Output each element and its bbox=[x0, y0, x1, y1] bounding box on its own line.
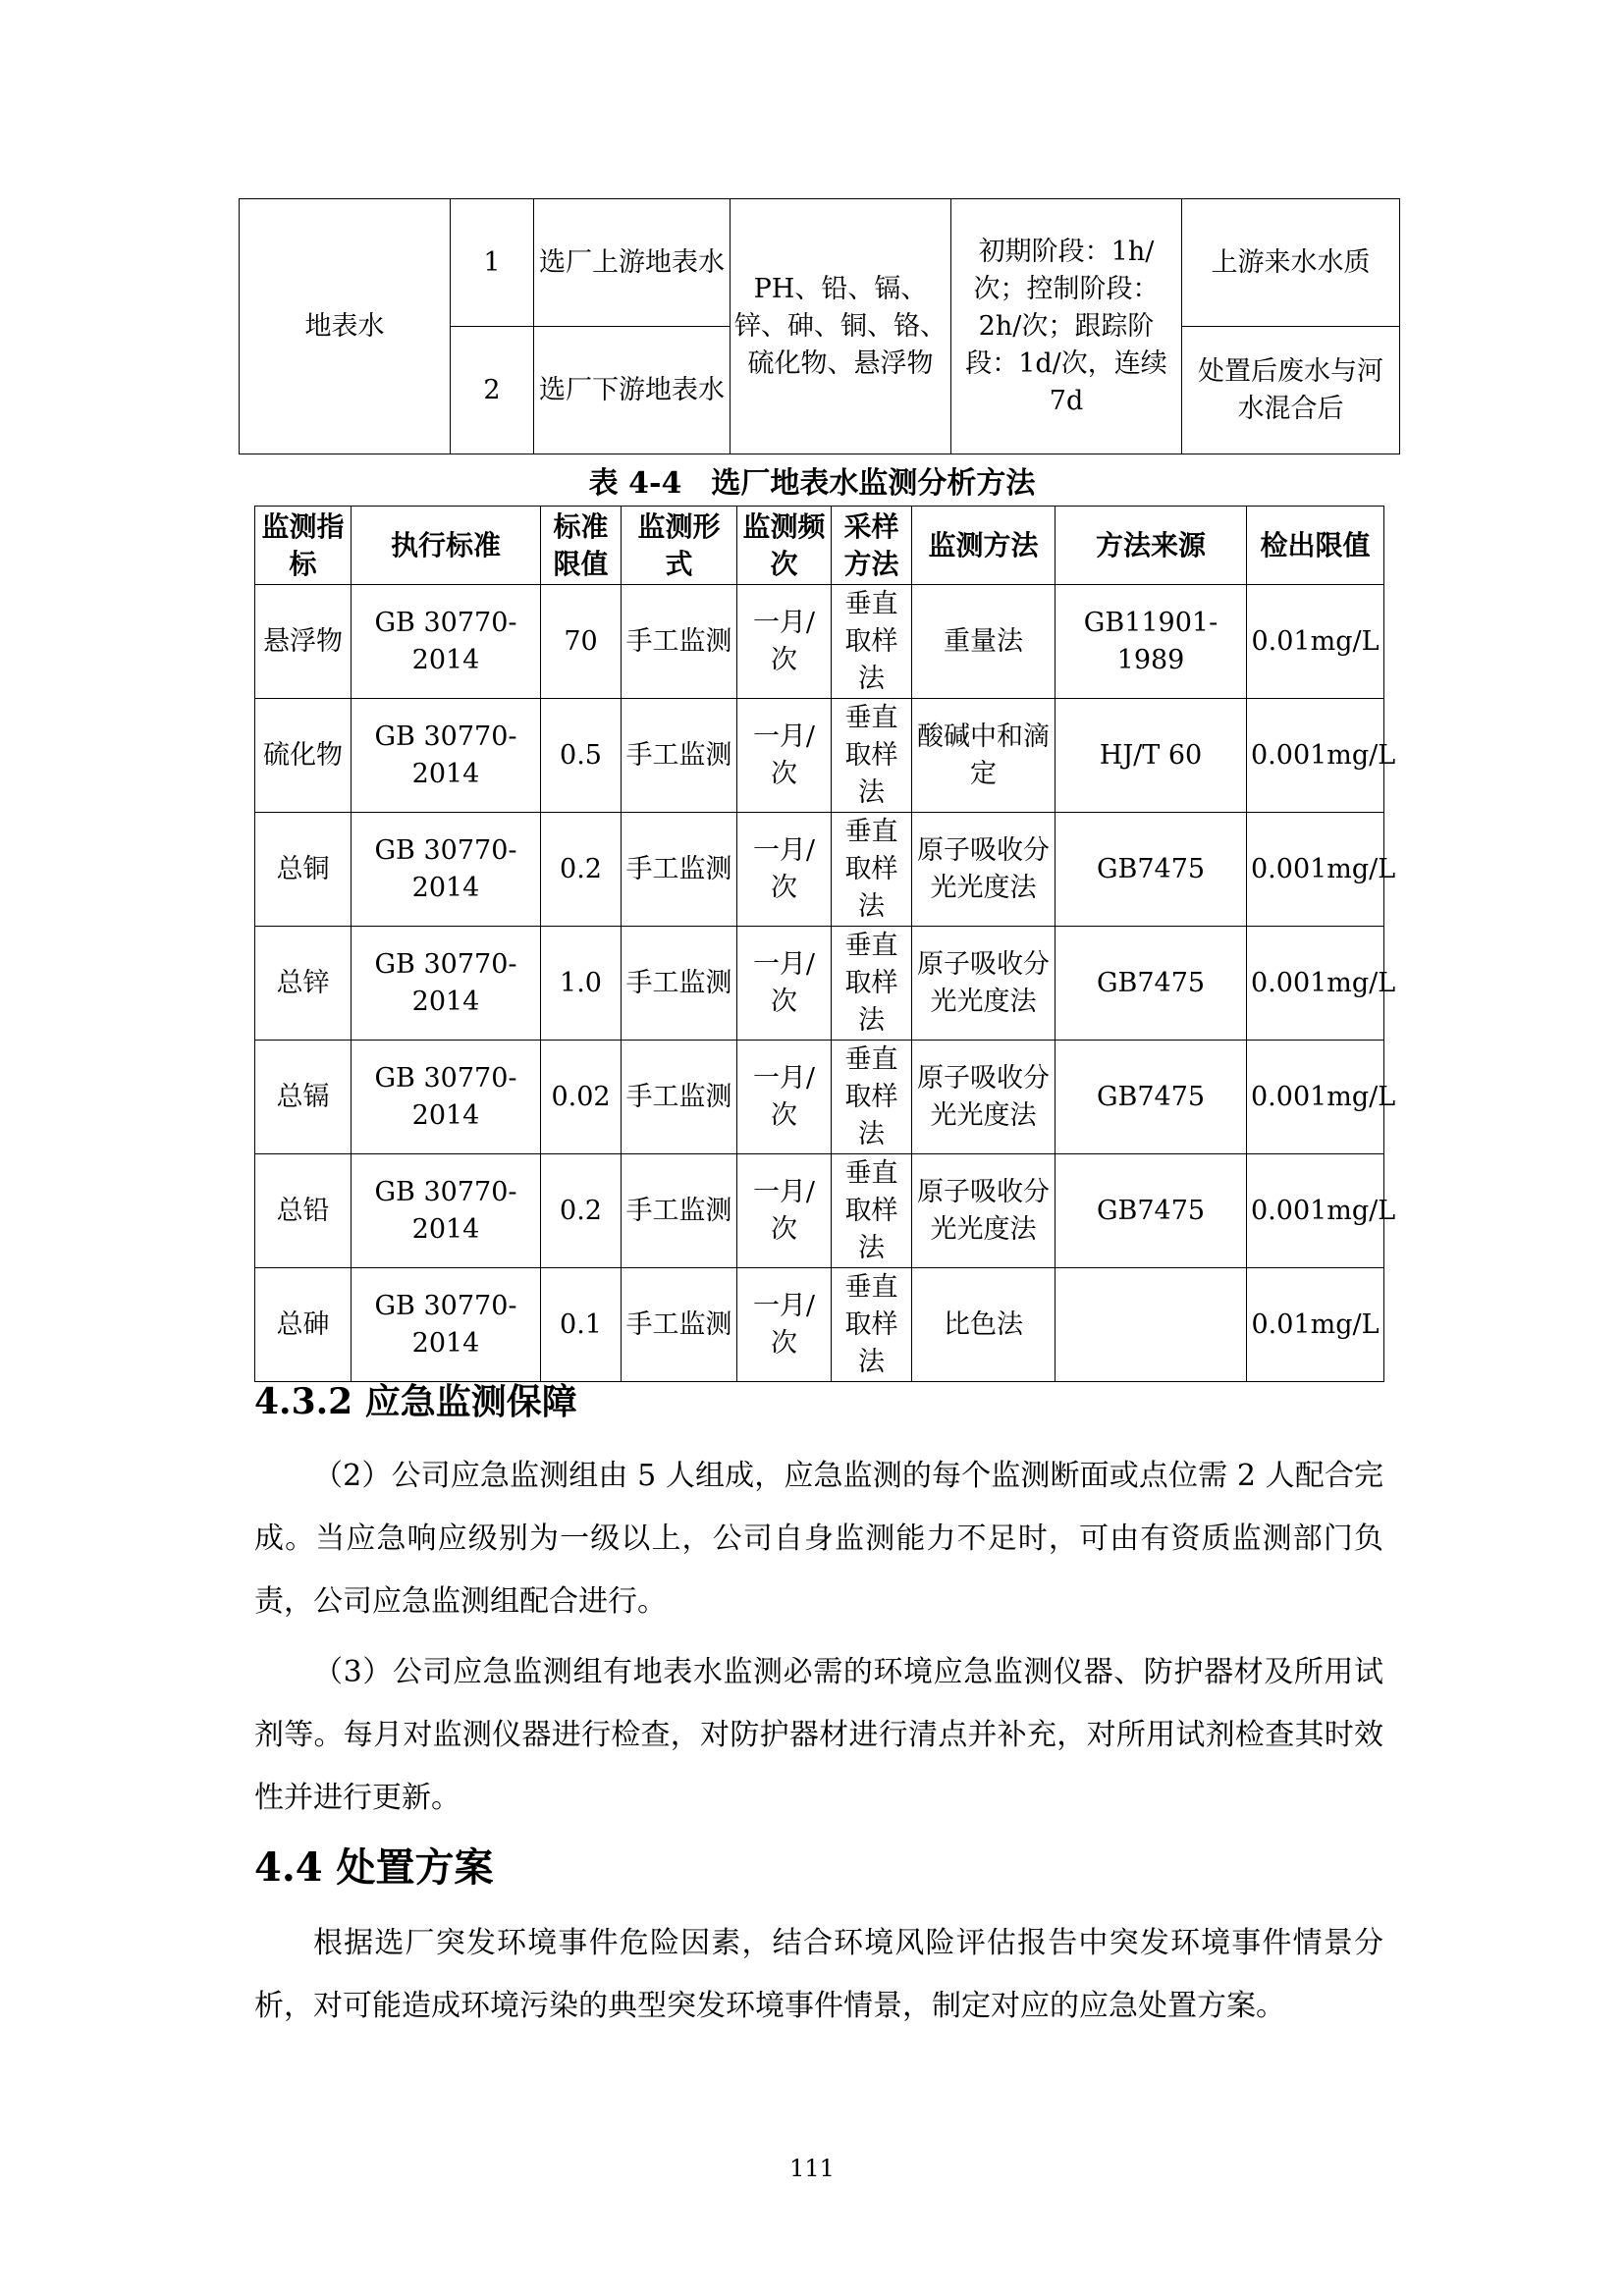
table-cell: 0.2 bbox=[541, 1154, 622, 1268]
column-header: 检出限值 bbox=[1247, 507, 1384, 585]
page-number: 111 bbox=[789, 2155, 835, 2182]
table-caption: 表 4-4 选厂地表水监测分析方法 bbox=[588, 466, 1036, 501]
section-heading-4-4: 4.4 处置方案 bbox=[254, 1844, 494, 1891]
table-cell: 一月/次 bbox=[737, 927, 832, 1041]
table-cell: 一月/次 bbox=[737, 813, 832, 927]
table-cell: GB 30770-2014 bbox=[352, 1154, 541, 1268]
section-heading-4-3-2: 4.3.2 应急监测保障 bbox=[254, 1381, 577, 1422]
table-cell: 0.5 bbox=[541, 699, 622, 813]
table-cell: 0.001mg/L bbox=[1247, 1154, 1384, 1268]
table-cell: 手工监测 bbox=[622, 699, 737, 813]
paragraph: （2）公司应急监测组由 5 人组成，应急监测的每个监测断面或点位需 2 人配合完成。当应急响应级别为一级以上，公司自身监测能力不足时，可由有资质监测部门负责，公司应急监测组配合进行。 bbox=[254, 1459, 1383, 1619]
column-header: 标准限值 bbox=[541, 507, 622, 585]
table-cell: 0.001mg/L bbox=[1247, 813, 1384, 927]
table-cell: 比色法 bbox=[912, 1268, 1056, 1382]
table-row bbox=[255, 1268, 1384, 1382]
table-cell: 垂直取样法 bbox=[832, 1041, 912, 1154]
paragraph: 根据选厂突发环境事件危险因素，结合环境风险评估报告中突发环境事件情景分 析，对可能造成环境污染的典型突发环境事件情景，制定对应的应急处置方案。 bbox=[254, 1926, 1383, 2023]
location-cell: 选厂上游地表水 bbox=[534, 199, 731, 327]
table-row bbox=[255, 1041, 1384, 1154]
table-cell: 手工监测 bbox=[622, 1041, 737, 1154]
frequency-cell: 初期阶段：1h/次；控制阶段：2h/次；跟踪阶段：1d/次，连续 7d bbox=[951, 199, 1182, 454]
table-row bbox=[255, 585, 1384, 699]
column-header: 监测方法 bbox=[912, 507, 1056, 585]
location-cell: 选厂下游地表水 bbox=[534, 327, 731, 454]
table-row bbox=[255, 699, 1384, 813]
table-cell: 0.001mg/L bbox=[1247, 1041, 1384, 1154]
table-cell: GB 30770-2014 bbox=[352, 1268, 541, 1382]
table-cell: HJ/T 60 bbox=[1056, 699, 1247, 813]
table-cell: 手工监测 bbox=[622, 927, 737, 1041]
table-row bbox=[255, 813, 1384, 927]
table-cell: GB7475 bbox=[1056, 813, 1247, 927]
table-cell: 手工监测 bbox=[622, 1268, 737, 1382]
table-cell: GB7475 bbox=[1056, 927, 1247, 1041]
table-cell: 一月/次 bbox=[737, 699, 832, 813]
table-cell: 0.1 bbox=[541, 1268, 622, 1382]
table-cell: 0.01mg/L bbox=[1247, 1268, 1384, 1382]
table-cell: 原子吸收分光光度法 bbox=[912, 1154, 1056, 1268]
row-number: 1 bbox=[451, 199, 534, 327]
column-header: 执行标准 bbox=[352, 507, 541, 585]
table-cell: 重量法 bbox=[912, 585, 1056, 699]
table-cell: 总锌 bbox=[255, 927, 352, 1041]
table-cell: 一月/次 bbox=[737, 1268, 832, 1382]
table-cell: 总铅 bbox=[255, 1154, 352, 1268]
table-cell: 原子吸收分光光度法 bbox=[912, 1041, 1056, 1154]
table-cell: 垂直取样法 bbox=[832, 927, 912, 1041]
table-cell: 一月/次 bbox=[737, 585, 832, 699]
table-body bbox=[255, 585, 1396, 1382]
table-cell: 总镉 bbox=[255, 1041, 352, 1154]
table-cell: 原子吸收分光光度法 bbox=[912, 927, 1056, 1041]
table-cell: 0.001mg/L bbox=[1247, 699, 1384, 813]
table-cell: GB7475 bbox=[1056, 1154, 1247, 1268]
table-cell: 硫化物 bbox=[255, 699, 352, 813]
table-cell: 一月/次 bbox=[737, 1041, 832, 1154]
purpose-cell: 上游来水水质 bbox=[1182, 199, 1400, 327]
table-cell: 总砷 bbox=[255, 1268, 352, 1382]
category-cell: 地表水 bbox=[240, 199, 451, 454]
table-cell: 垂直取样法 bbox=[832, 585, 912, 699]
table-cell: GB7475 bbox=[1056, 1041, 1247, 1154]
items-cell: PH、铅、镉、锌、砷、铜、铬、硫化物、悬浮物 bbox=[731, 199, 951, 454]
column-header: 监测频次 bbox=[737, 507, 832, 585]
paragraph: （3）公司应急监测组有地表水监测必需的环境应急监测仪器、防护器材及所用试剂等。每月对监测仪器进行检查，对防护器材进行清点并补充，对所用试剂检查其时效性并进行更新。 bbox=[254, 1655, 1383, 1815]
table-row bbox=[240, 199, 1400, 327]
column-header: 监测形式 bbox=[622, 507, 737, 585]
table-cell: 手工监测 bbox=[622, 585, 737, 699]
header-row bbox=[255, 507, 1384, 585]
table-cell: 原子吸收分光光度法 bbox=[912, 813, 1056, 927]
table-cell: 垂直取样法 bbox=[832, 1154, 912, 1268]
table-cell: 手工监测 bbox=[622, 1154, 737, 1268]
table-cell: 0.2 bbox=[541, 813, 622, 927]
table-cell: 70 bbox=[541, 585, 622, 699]
table-cell: 垂直取样法 bbox=[832, 699, 912, 813]
table-cell: GB 30770-2014 bbox=[352, 1041, 541, 1154]
table-cell: 0.02 bbox=[541, 1041, 622, 1154]
table-cell: 1.0 bbox=[541, 927, 622, 1041]
table-cell: GB 30770-2014 bbox=[352, 699, 541, 813]
table-cell: 垂直取样法 bbox=[832, 813, 912, 927]
table-cell: 0.01mg/L bbox=[1247, 585, 1384, 699]
table-cell: GB11901-1989 bbox=[1056, 585, 1247, 699]
table-row bbox=[255, 927, 1384, 1041]
table-cell bbox=[1056, 1268, 1247, 1382]
table-cell: 一月/次 bbox=[737, 1154, 832, 1268]
purpose-cell: 处置后废水与河水混合后 bbox=[1182, 327, 1400, 454]
row-number: 2 bbox=[451, 327, 534, 454]
column-header: 方法来源 bbox=[1056, 507, 1247, 585]
table-cell: 悬浮物 bbox=[255, 585, 352, 699]
table-cell: GB 30770-2014 bbox=[352, 813, 541, 927]
table-row bbox=[255, 1154, 1384, 1268]
table-cell: GB 30770-2014 bbox=[352, 927, 541, 1041]
table-cell: GB 30770-2014 bbox=[352, 585, 541, 699]
analysis-method-table bbox=[254, 506, 1396, 1382]
table-cell: 总铜 bbox=[255, 813, 352, 927]
column-header: 监测指标 bbox=[255, 507, 352, 585]
table-cell: 酸碱中和滴定 bbox=[912, 699, 1056, 813]
surface-water-monitoring-table bbox=[239, 198, 1400, 454]
table-cell: 垂直取样法 bbox=[832, 1268, 912, 1382]
table-cell: 手工监测 bbox=[622, 813, 737, 927]
column-header: 采样方法 bbox=[832, 507, 912, 585]
table-cell: 0.001mg/L bbox=[1247, 927, 1384, 1041]
